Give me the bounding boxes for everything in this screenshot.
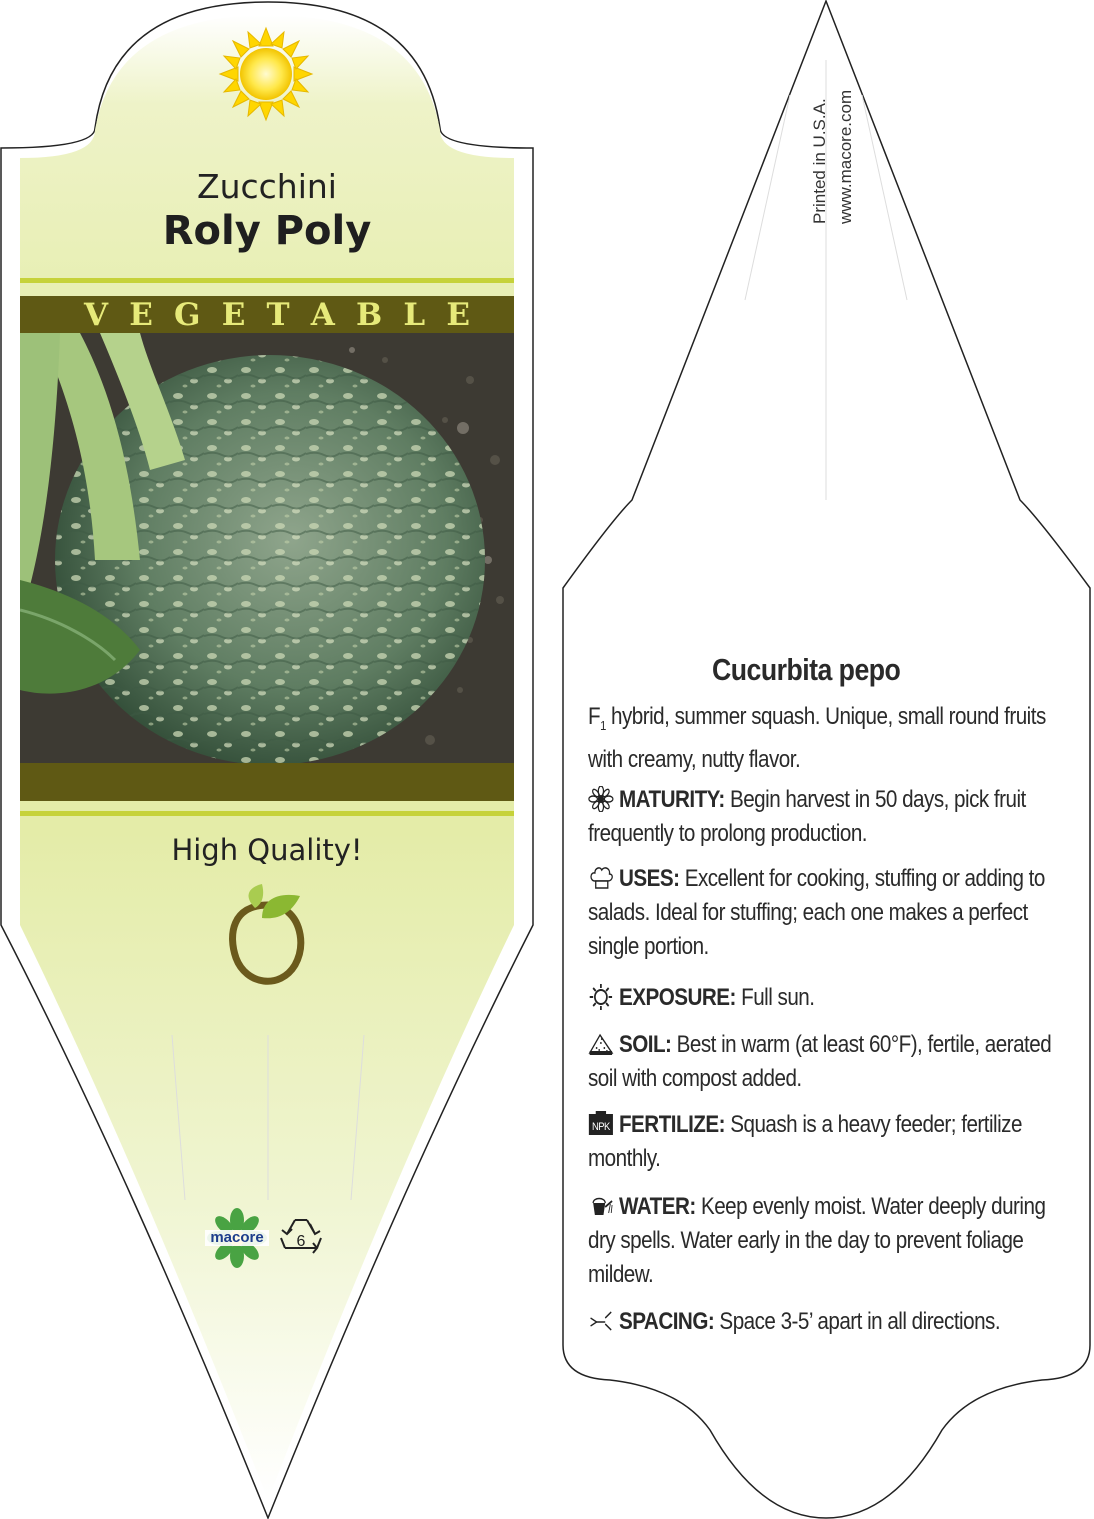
care-section-soil: [588, 1028, 1070, 1096]
tagline: High Quality!: [171, 833, 363, 867]
product-kind: Zucchini: [197, 167, 337, 206]
care-section-maturity: [588, 783, 1070, 851]
flower-icon: [588, 786, 619, 813]
care-section-label: MATURITY:: [618, 786, 725, 813]
category-letter: E: [221, 297, 246, 333]
printed-in: [807, 90, 859, 224]
care-section-label: WATER:: [618, 1193, 696, 1220]
product-variety: Roly Poly: [162, 208, 372, 254]
botanical-name: [712, 650, 970, 690]
description: [588, 700, 1070, 777]
category-letter: L: [403, 297, 426, 333]
category-letter: T: [266, 297, 290, 333]
round-zucchini-photo: [20, 333, 514, 765]
svg-text:NPK: NPK: [591, 1121, 610, 1134]
care-section-text: Keep evenly moist. Water deeply during dry spells. Water early in the day to prevent foliage mildew.: [588, 1193, 1046, 1288]
website: www.macore.com: [836, 89, 855, 224]
recycle-number: 6: [296, 1233, 306, 1250]
care-section-exposure: [588, 981, 1070, 1015]
spacing-arrows-icon: [588, 1308, 619, 1335]
botanical-name-text: Cucurbita pepo: [712, 652, 901, 687]
care-section-spacing: [588, 1305, 1070, 1339]
printed-country: Printed in U.S.A.: [810, 98, 829, 224]
category-label: [20, 296, 514, 334]
care-section-label: EXPOSURE:: [618, 984, 736, 1011]
soil-pile-icon: [588, 1031, 619, 1058]
care-section-text: Squash is a heavy feeder; fertilize monthly.: [588, 1111, 1022, 1172]
care-section-text: Best in warm (at least 60°F), fertile, aerated soil with compost added.: [588, 1031, 1052, 1092]
sun-outline-icon: [588, 984, 619, 1011]
care-section-water: [588, 1190, 1070, 1292]
care-section-label: USES:: [618, 865, 680, 892]
care-section-label: SOIL:: [618, 1031, 672, 1058]
category-letter: E: [129, 297, 153, 333]
category-letter: V: [84, 297, 109, 333]
macore-wordmark: macore: [210, 1229, 264, 1246]
category-letter: B: [356, 297, 383, 333]
watering-can-icon: [588, 1193, 619, 1220]
care-section-label: FERTILIZE:: [618, 1111, 726, 1138]
hybrid-sub: 1: [600, 717, 606, 733]
hybrid-f: F: [588, 703, 601, 730]
care-section-fertilize: [588, 1108, 1070, 1176]
care-section-text: Begin harvest in 50 days, pick fruit frequently to prolong production.: [588, 786, 1026, 847]
care-section-text: Space 3-5’ apart in all directions.: [714, 1308, 1001, 1335]
care-section-label: SPACING:: [618, 1308, 715, 1335]
sun-icon: [220, 28, 312, 120]
chef-hat-icon: [588, 865, 619, 892]
care-section-uses: [588, 862, 1070, 964]
care-section-text: Full sun.: [735, 984, 815, 1011]
category-letter: E: [446, 297, 470, 333]
npk-fertilizer-icon: [588, 1111, 619, 1138]
category-letter: G: [174, 297, 201, 333]
care-section-text: Excellent for cooking, stuffing or adding to salads. Ideal for stuffing; each one makes a perfect single portion.: [588, 865, 1045, 960]
description-text: hybrid, summer squash. Unique, small round fruits with creamy, nutty flavor.: [588, 703, 1046, 773]
category-letter: A: [310, 297, 335, 333]
